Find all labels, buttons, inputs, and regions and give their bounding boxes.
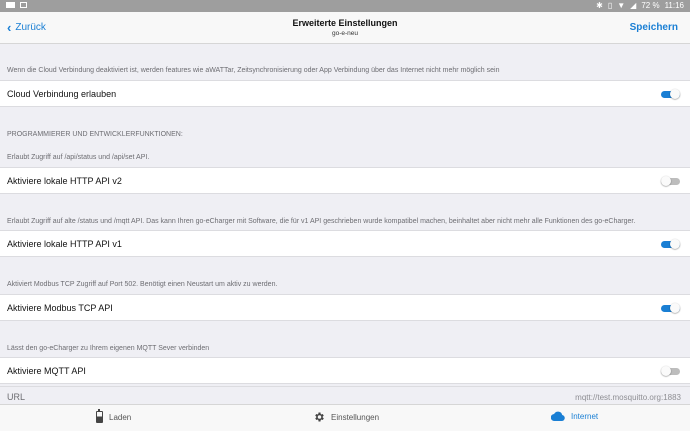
http-v1-description: Erlaubt Zugriff auf alte /status und /mqtt API. Das kann Ihren go-eCharger mit Software, die für v1 API geschrieben wurde kompatibel machen, beinhaltet aber nicht mehr alle Funktionen des go-eCharger.	[7, 218, 636, 225]
tab-internet[interactable]	[551, 411, 598, 421]
tab-label: Internet	[571, 411, 599, 421]
cloud-description: Wenn die Cloud Verbindung deaktiviert ist, werden features wie aWATTar, Zeitsynchronisierung oder App Verbindung über das Internet nicht mehr möglich sein	[7, 67, 500, 74]
tab-label: Laden	[109, 412, 132, 422]
url-value[interactable]: mqtt://test.mosquitto.org:1883	[575, 393, 681, 402]
http-v2-label: Aktiviere lokale HTTP API v2	[7, 176, 122, 186]
tab-einstellungen[interactable]	[313, 411, 379, 423]
modbus-label: Aktiviere Modbus TCP API	[7, 303, 113, 313]
battery-icon	[96, 411, 103, 423]
back-label: Zurück	[15, 22, 46, 33]
cloud-icon	[551, 411, 565, 421]
tab-label: Einstellungen	[331, 412, 380, 422]
gear-icon	[313, 411, 325, 423]
http-v1-label: Aktiviere lokale HTTP API v1	[7, 239, 122, 249]
chevron-left-icon: ‹	[7, 19, 12, 35]
status-bar	[0, 0, 690, 12]
modbus-description: Aktiviert Modbus TCP Zugriff auf Port 502. Benötigt einen Neustart um aktiv zu werden.	[7, 281, 278, 288]
url-label: URL	[7, 392, 26, 402]
mqtt-row[interactable]	[0, 357, 690, 384]
http-v2-description: Erlaubt Zugriff auf /api/status und /api/set API.	[7, 154, 150, 161]
toggle-knob	[670, 89, 680, 99]
mail-icon	[6, 2, 15, 8]
toggle-knob	[661, 176, 671, 186]
http-v1-toggle[interactable]	[661, 239, 680, 249]
page-subtitle: go-e-neu	[331, 30, 359, 37]
http-v1-row[interactable]	[0, 230, 690, 257]
tab-bar	[0, 404, 690, 431]
toggle-knob	[670, 303, 680, 313]
battery-status: 72 %	[641, 1, 660, 10]
clock: 11:16	[664, 1, 684, 10]
vibrate-icon: ▯	[607, 1, 613, 10]
cloud-toggle[interactable]	[661, 89, 680, 99]
save-button[interactable]: Speichern	[629, 22, 678, 33]
mqtt-toggle[interactable]	[661, 366, 680, 376]
modbus-row[interactable]	[0, 294, 690, 321]
wifi-icon: ▼	[617, 1, 626, 10]
tab-laden[interactable]	[96, 411, 131, 423]
bluetooth-icon: ✱	[596, 1, 603, 10]
cloud-label: Cloud Verbindung erlauben	[7, 89, 117, 99]
http-v2-row[interactable]	[0, 167, 690, 194]
page-title: Erweiterte Einstellungen	[292, 18, 398, 28]
signal-icon: ◢	[630, 1, 637, 10]
image-icon	[20, 2, 27, 8]
toggle-knob	[661, 366, 671, 376]
settings-list[interactable]	[0, 44, 690, 404]
mqtt-label: Aktiviere MQTT API	[7, 366, 86, 376]
navigation-bar	[0, 12, 690, 44]
mqtt-url-field[interactable]	[0, 386, 690, 404]
modbus-toggle[interactable]	[661, 303, 680, 313]
section-header: PROGRAMMIERER UND ENTWICKLERFUNKTIONEN:	[7, 131, 183, 138]
http-v2-toggle[interactable]	[661, 176, 680, 186]
mqtt-description: Lässt den go-eCharger zu Ihrem eigenen MQTT Sever verbinden	[7, 345, 210, 352]
toggle-knob	[670, 239, 680, 249]
cloud-row[interactable]	[0, 80, 690, 107]
